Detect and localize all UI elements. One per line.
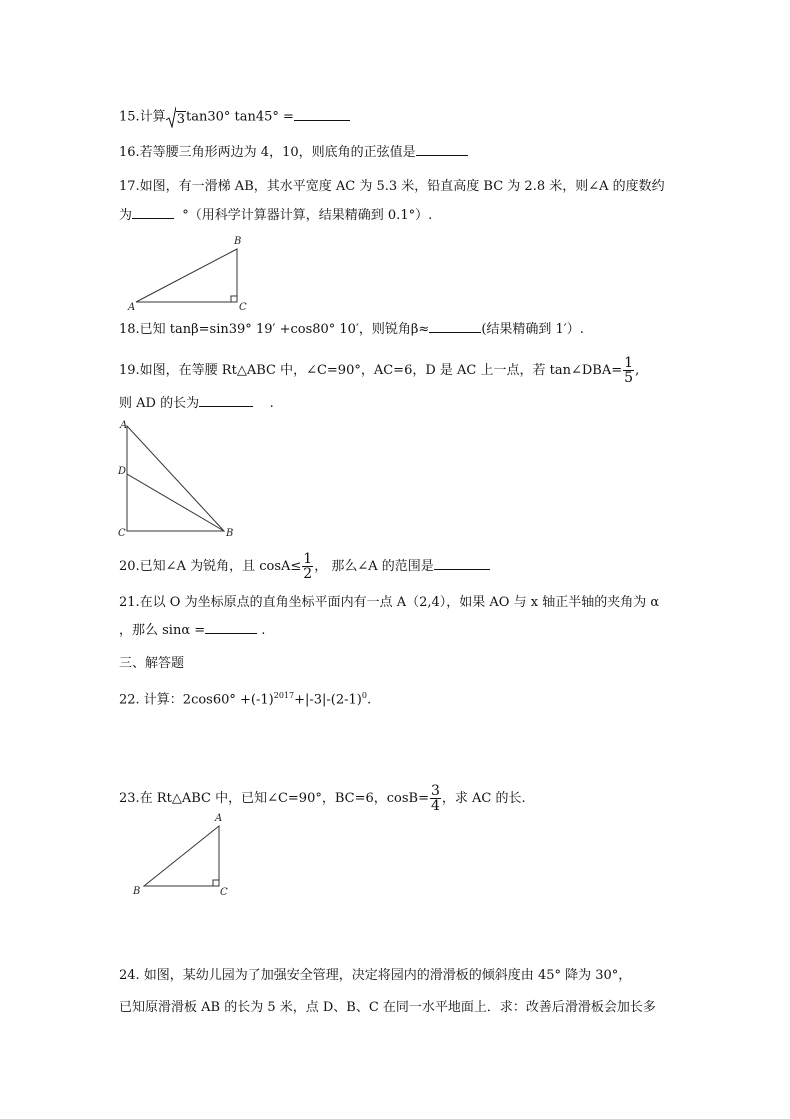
q15-radicand: 3: [176, 112, 185, 127]
question-24-line1: [119, 966, 631, 986]
q15-answer-blank[interactable]: [294, 108, 350, 121]
q20-answer-blank[interactable]: [434, 557, 490, 570]
question-23: [119, 784, 526, 813]
fig19-label-a: A: [120, 420, 128, 431]
question-21-line2: [119, 621, 265, 641]
q19-frac-den: 5: [624, 370, 634, 386]
q22-exponent: 2017: [273, 691, 295, 700]
question-24-line2: [119, 998, 656, 1018]
q23-frac-den: 4: [430, 798, 440, 814]
q20-frac-num: 1: [303, 551, 313, 567]
q17-line1: 17.如图，有一滑梯 AB，其水平宽度 AC 为 5.3 米，铅直高度 BC 为 2.8 米，则∠A 的度数约: [119, 179, 665, 194]
q22-prefix: 22. 计算：2cos60° +(-1): [119, 692, 274, 708]
question-22: [119, 686, 371, 710]
q18-suffix: (结果精确到 1′）.: [481, 322, 584, 337]
q23-frac-num: 3: [430, 783, 440, 799]
question-16: [119, 143, 468, 163]
question-18: [119, 320, 584, 340]
figure-slide-triangle: [126, 232, 256, 314]
fig17-label-b: B: [234, 236, 242, 247]
fig23-label-a: A: [215, 813, 223, 824]
section-3-title: 三、解答题: [119, 656, 185, 671]
fig23-label-c: C: [220, 887, 228, 898]
q19-line1: 19.如图，在等腰 Rt△ABC 中，∠C=90°，AC=6，D 是 AC 上一点，若 tan∠DBA=: [119, 363, 623, 378]
fig17-label-c: C: [239, 302, 247, 313]
question-17-line2: [119, 206, 432, 226]
question-15: [119, 106, 350, 128]
q21-answer-blank[interactable]: [205, 621, 257, 634]
q19-line1-end: ,: [635, 363, 640, 378]
q22-end: .: [366, 692, 372, 708]
fig19-label-c: C: [118, 528, 126, 539]
q18-answer-blank[interactable]: [429, 320, 481, 333]
q17-line2-prefix: 为: [119, 208, 133, 223]
fig19-label-b: B: [226, 528, 234, 539]
fig19-label-d: D: [118, 466, 127, 477]
figure-right-triangle: [130, 810, 234, 902]
q23-prefix: 23.在 Rt△ABC 中，已知∠C=90°，BC=6，cosB=: [119, 791, 429, 806]
q19-line2-suffix: .: [269, 396, 274, 411]
q18-prefix: 18.已知 tanβ=sin39° 19′ +cos80° 10′，则锐角β≈: [119, 322, 430, 337]
q23-fraction: [430, 784, 441, 813]
q19-answer-blank[interactable]: [199, 394, 253, 407]
question-19-line2: [119, 394, 274, 414]
q20-fraction: [302, 552, 313, 581]
q19-fraction: [623, 356, 634, 385]
q21-line2-suffix: .: [261, 623, 266, 638]
question-17-line1: [119, 177, 665, 197]
q15-expression: tan30° tan45° =: [185, 109, 294, 125]
q24-line1: 24. 如图，某幼儿园为了加强安全管理，决定将园内的滑滑板的倾斜度由 45° 降为 30°，: [119, 968, 632, 983]
q24-line2: 已知原滑滑板 AB 的长为 5 米，点 D、B、C 在同一水平地面上．求：改善后滑滑板会加长多: [119, 1000, 656, 1015]
q20-frac-den: 2: [303, 566, 313, 582]
q21-line1: 21.在以 O 为坐标原点的直角坐标平面内有一点 A（2,4），如果 AO 与 x 轴正半轴的夹角为 α: [119, 595, 660, 610]
sqrt-symbol: [166, 106, 186, 128]
question-19-line1: [119, 356, 639, 385]
q15-prefix: 15.计算: [119, 109, 166, 125]
fig17-label-a: A: [128, 302, 136, 313]
q16-text: 16.若等腰三角形两边为 4，10，则底角的正弦值是: [119, 145, 416, 160]
q20-prefix: 20.已知∠A 为锐角，且 cosA≤: [119, 559, 302, 574]
fig23-label-b: B: [133, 886, 141, 897]
q19-line2-prefix: 则 AD 的长为: [119, 396, 200, 411]
q22-suffix: +|-3|-(2-1): [294, 692, 362, 708]
q19-frac-num: 1: [624, 355, 634, 371]
figure-isosceles-triangle: [116, 418, 240, 540]
question-20: [119, 552, 490, 581]
q21-line2-prefix: ，那么 sinα =: [119, 623, 206, 638]
q22-exponent-2: 0: [361, 691, 367, 700]
q17-answer-blank[interactable]: [132, 206, 174, 219]
q23-suffix: ，求 AC 的长.: [441, 791, 526, 806]
q20-middle: ， 那么∠A 的范围是: [314, 559, 434, 574]
q16-answer-blank[interactable]: [416, 143, 468, 156]
q17-line2-suffix: °（用科学计算器计算，结果精确到 0.1°）.: [182, 208, 433, 223]
question-21-line1: [119, 593, 659, 613]
